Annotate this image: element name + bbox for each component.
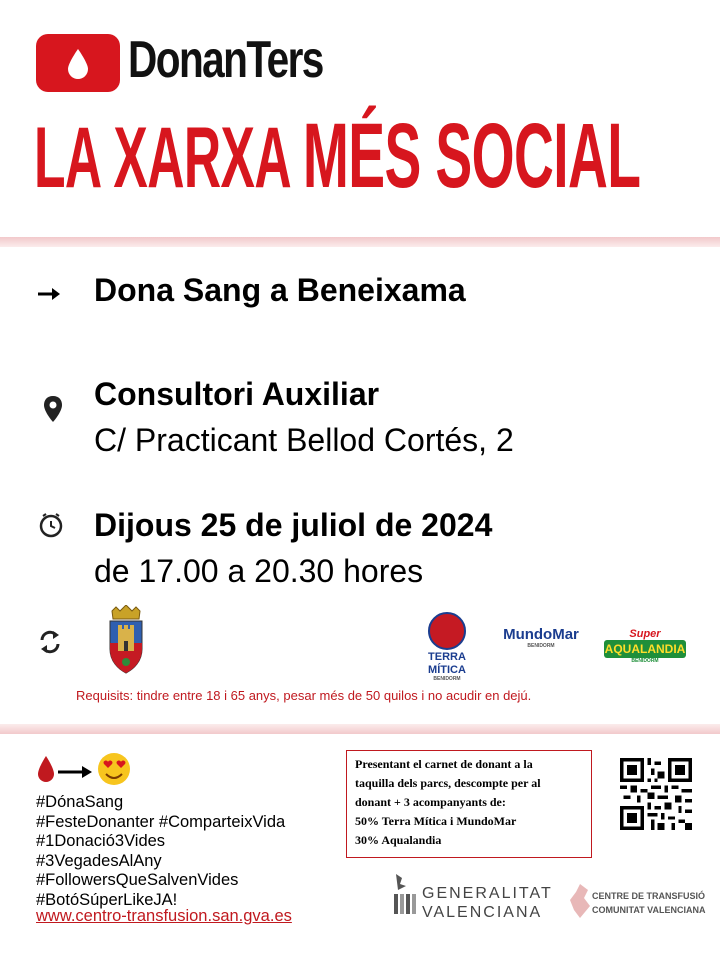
gva-line1: GENERALITAT xyxy=(422,885,553,902)
mundomar-name: MundoMar xyxy=(503,626,579,643)
promo-line: taquilla dels parcs, descompte per al xyxy=(355,776,541,790)
aqualandia-logo xyxy=(604,628,686,664)
location-pin-icon xyxy=(40,394,66,424)
place-name: Consultori Auxiliar xyxy=(94,376,380,412)
brand-name: DonanTers xyxy=(128,31,323,89)
drop-arrow-heart-graphic xyxy=(36,752,136,786)
event-title: Dona Sang a Beneixama xyxy=(94,272,466,308)
aqualandia-name: AQUALANDIA xyxy=(604,642,686,656)
hashtag: #FollowersQueSalvenVides xyxy=(36,871,239,889)
centre-transfusio-logo-icon xyxy=(566,882,592,920)
headline-part1: LA XARXA xyxy=(34,110,303,206)
mundomar-city: BENIDORM xyxy=(527,643,555,649)
donate-emoji-row xyxy=(36,752,136,786)
divider-top xyxy=(0,237,720,247)
event-hours: de 17.00 a 20.30 hores xyxy=(94,553,424,589)
promo-line: 30% Aqualandia xyxy=(355,833,442,847)
heart-eyes-emoji-icon xyxy=(98,753,130,785)
headline xyxy=(34,104,640,209)
promo-box xyxy=(346,750,592,858)
divider-bottom xyxy=(0,724,720,734)
generalitat-valenciana-name xyxy=(422,884,553,922)
generalitat-valenciana-emblem-icon xyxy=(388,872,420,922)
clock-icon xyxy=(38,512,64,538)
brand-logo xyxy=(36,34,120,92)
cts-line1: CENTRE DE TRANSFUSIÓ xyxy=(592,891,706,901)
hashtag-list xyxy=(36,793,285,910)
promo-line: 50% Terra Mítica i MundoMar xyxy=(355,814,517,828)
cts-line2: COMUNITAT VALENCIANA xyxy=(592,905,706,915)
promo-line: Presentant el carnet de donant a la xyxy=(355,757,533,771)
event-date: Dijous 25 de juliol de 2024 xyxy=(94,507,493,543)
refresh-icon xyxy=(36,628,64,656)
terra-mitica-name-1: TERRA xyxy=(428,651,466,663)
hashtag: #3VegadesAlAny xyxy=(36,851,162,870)
headline-part2: MÉS SOCIAL xyxy=(302,105,641,207)
blood-drop-icon xyxy=(38,756,54,782)
place-address: C/ Practicant Bellod Cortés, 2 xyxy=(94,422,514,458)
requirements-text: Requisits: tindre entre 18 i 65 anys, pesar més de 50 quilos i no acudir en dejú. xyxy=(76,688,532,703)
promo-line: donant + 3 acompanyants de: xyxy=(355,795,506,809)
hashtag: #FesteDonanter #ComparteixVida xyxy=(36,812,286,831)
website-link[interactable]: www.centro-transfusion.san.gva.es xyxy=(36,907,292,925)
terra-mitica-name-2: MÍTICA xyxy=(428,664,466,676)
hashtag: #1Donació3Vides xyxy=(36,832,166,850)
terra-mitica-city: BENIDORM xyxy=(433,676,461,682)
qr-code-icon[interactable] xyxy=(614,758,698,830)
beneixama-coat-of-arms xyxy=(106,605,146,675)
centre-transfusio-name xyxy=(592,889,706,917)
arrow-right-icon xyxy=(36,284,62,304)
mundomar-logo xyxy=(496,626,586,649)
hashtag: #DónaSang xyxy=(36,793,124,811)
blood-drop-icon xyxy=(64,47,92,81)
terra-mitica-emblem xyxy=(428,612,466,650)
gva-line2: VALENCIANA xyxy=(422,904,543,921)
aqualandia-city: BENIDORM xyxy=(631,658,659,664)
terra-mitica-logo xyxy=(422,612,472,682)
aqualandia-super: Super xyxy=(629,628,661,640)
hashtag: #BotóSúperLikeJA! xyxy=(36,890,178,909)
